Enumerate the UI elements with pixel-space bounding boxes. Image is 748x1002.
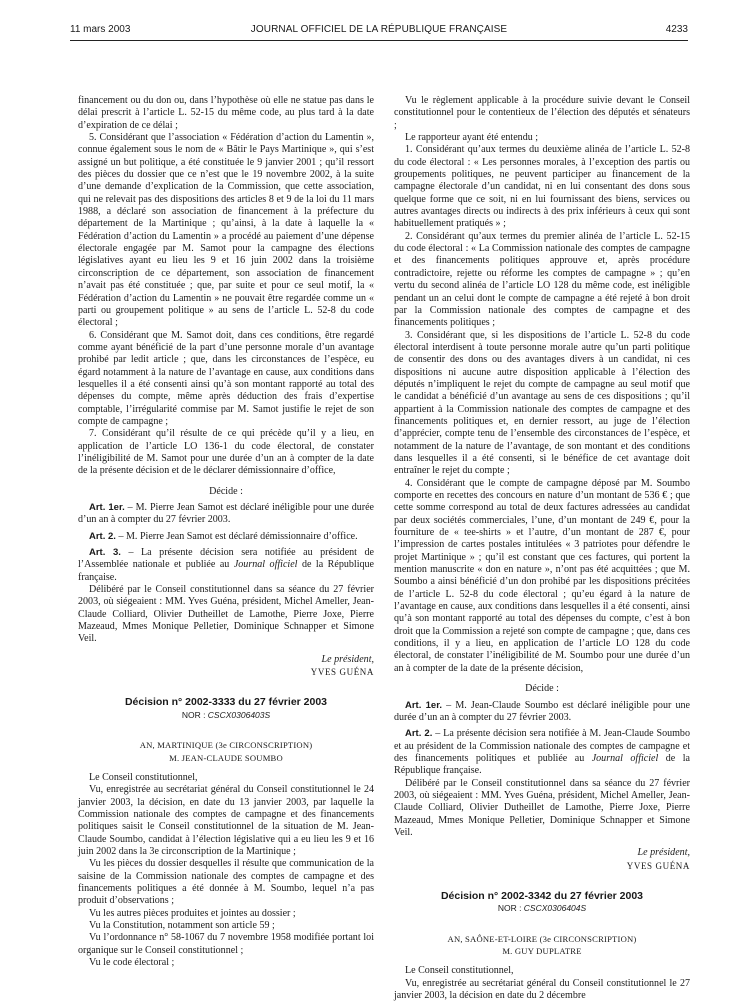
paragraph: financement ou du don ou, dans l’hypothèse où elle ne statue pas dans le délai prescrit à l’article L. 52-15 du même code, au plus tard à la date d’expiration de ce délai ; bbox=[78, 95, 374, 131]
article-1: Art. 1er. – M. Pierre Jean Samot est déclaré inéligible pour une durée d’un an à compter du 27 février 2003. bbox=[78, 502, 375, 526]
visa: Vu le règlement applicable à la procédure suivie devant le Conseil constitutionnel pour le contentieux de l’élection des députés et sénateurs ; bbox=[394, 95, 690, 131]
visa: Vu les autres pièces produites et jointes au dossier ; bbox=[89, 907, 296, 919]
circonscription: AN, SAÔNE-ET-LOIRE (3e CIRCONSCRIPTION) bbox=[447, 933, 637, 944]
article-label: Art. 2. bbox=[405, 728, 433, 740]
considerant-5: 5. Considérant que l’association « Fédération d’action du Lamentin », connue également sous le nom de « Bâtir le Pays Martinique », qui s’est assigné un but politique, a été constituée le 9 janvier 2001 ; qu’il ressort des pièces du dossier que ce n’est que le 19 novembre 2002, à la suite d’une demande d’explication de la Commission, que cette association, qui ne relevait pas des dispositions des articles 8 et 9 de la loi du 11 mars 1988, a déclaré son association de financement à la préfecture du département de la Martinique ; qu’ainsi, à la date à laquelle la « Fédération d’action du Lamentin » a procédé au paiement d’une dépense électorale engagée par M. Samot pour la campagne des élections législatives ayant eu lieu les 9 et 16 juin 2002 dans la troisième circonscription de ce département, son association de financement n’avait pas été constituée ; que, par suite et pour ce seul motif, la « Fédération d’action du Lamentin » ne pouvait être regardée comme un « parti ou groupement politique » au sens de l’article L. 52-8 du code électoral ; bbox=[78, 132, 374, 329]
article-label: Art. 2. bbox=[89, 530, 116, 542]
visa: Vu, enregistrée au secrétariat général du Conseil constitutionnel le 27 janvier 2003, la décision en date du 2 décembre bbox=[394, 977, 690, 1002]
considerant-6: 6. Considérant que M. Samot doit, dans ces conditions, être regardé comme ayant bénéficié de la part d’une personne morale d’un avantage prohibé par ledit article ; que, dans les circonstances de l’espèce, eu égard notamment à la nature de l’avantage en cause, aux conditions dans lesquelles il a été consenti ainsi qu’à son montant rapporté au total des dépenses du compte, même après déduction des frais d’expertise comptable, l’irrégularité commise par M. Samot justifie le rejet de son compte de campagne ; bbox=[78, 329, 374, 427]
article-3: Art. 3. – La présente décision sera notifiée au président de l’Assemblée nationale et publiée au Journal officiel de la République française. bbox=[78, 547, 374, 583]
decide-heading: Décide : bbox=[525, 683, 559, 695]
intro: Le Conseil constitutionnel, bbox=[405, 965, 514, 977]
signature-name: YVES GUÉNA bbox=[310, 667, 374, 678]
nor-reference: NOR : CSCX0306404S bbox=[497, 903, 587, 914]
article-label: Art. 3. bbox=[89, 547, 121, 559]
deliberation: Délibéré par le Conseil constitutionnel dans sa séance du 27 février 2003, où siégeaient : MM. Yves Guéna, président, Michel Ameller, Jean-Claude Colliard, Olivier Dutheillet de Lamothe, Pierre Joxe, Pierre Mazeaud, Mmes Monique Pelletier, Dominique Schnapper et Simone Veil. bbox=[78, 584, 374, 645]
article-2: Art. 2. – La présente décision sera notifiée à M. Jean-Claude Soumbo et au président de la Commission nationale des comptes de campagne et des financements politiques et publiée au Journal officiel de la République française. bbox=[394, 728, 690, 777]
decision-title: Décision n° 2002-3342 du 27 février 2003 bbox=[440, 889, 644, 902]
visa: Le rapporteur ayant été entendu ; bbox=[405, 132, 539, 144]
visa: Vu, enregistrée au secrétariat général du Conseil constitutionnel le 24 janvier 2003, la décision, en date du 13 janvier 2003, par laquelle la Commission nationale des comptes de campagne et des financements politiques saisit le Conseil constitutionnel de la situation de M. Jean-Claude Soumbo, candidat à l’élection législative qui a eu lieu les 9 et 16 juin 2002 dans la 3e circonscription de la Martinique ; bbox=[78, 784, 374, 857]
circonscription: AN, MARTINIQUE (3e CIRCONSCRIPTION) bbox=[139, 740, 313, 751]
considerant-4: 4. Considérant que le compte de campagne déposé par M. Soumbo comporte en recettes des concours en nature d’un montant de 536 € ; que cette somme correspond au total de deux factures adressées au candidat par deux sociétés commerciales, l’une, d’un montant de 249 €, pour la fourniture de « tee-shirts » et l’autre, d’un montant de 287 €, pour l’impression de cartes postales intitulées « 3 patriotes pour défendre le projet Martinique » ; qu’il est constant que ces factures, qui portent la mention manuscrite « don en nature », n’ont pas été acquittées ; que M. Soumbo a ainsi bénéficié d’un don prohibé par les dispositions précitées de l’article L. 52-8 du code électoral ; qu’eu égard à la nature de l’avantage en cause, aux conditions dans lesquelles il a été consenti, ainsi qu’à son montant rapporté au total des dépenses du compte, c’est à bon droit que la Commission a rejeté son compte de campagne ; que, dans ces conditions, il y a lieu, en application de l’article LO 128 du code électoral, de constater l’inéligibilité de M. Soumbo pour une durée d’un an à compter de la date de la présente décision, bbox=[394, 477, 690, 674]
considerant-3: 3. Considérant que, si les dispositions de l’article L. 52-8 du code électoral interdisent à toute personne morale autre qu’un parti politique de consentir des dons ou des avantages divers à un candidat, ni ces dispositions ni aucune autre disposition applicable à l’élection des députés n’impliquent le rejet du compte de campagne au seul motif que le candidat a bénéficié d’un avantage au sens de ces dispositions ; qu’il appartient à la Commission nationale des comptes de campagne et des financements politiques et, en dernier ressort, au juge de l’élection d’apprécier, compte tenu de l’ensemble des circonstances de l’espèce, et notamment de la nature de l’avantage, de son montant et des conditions dans lesquelles il a été consenti, si le bénéfice de cet avantage doit entraîner le rejet du compte ; bbox=[394, 329, 690, 477]
signature-role: Le président, bbox=[637, 847, 690, 859]
page-header bbox=[70, 24, 688, 38]
article-1: Art. 1er. – M. Jean-Claude Soumbo est déclaré inéligible pour une durée d’un an à compter du 27 février 2003. bbox=[394, 699, 690, 723]
considerant-7: 7. Considérant qu’il résulte de ce qui précède qu’il y a lieu, en application de l’article LO 136-1 du code électoral, de constater l’inéligibilité de M. Samot pour une durée d’un an à compter de la date de la présente décision et de le déclarer démissionnaire d’office, bbox=[78, 428, 374, 477]
header-rule bbox=[70, 40, 688, 41]
visa: Vu les pièces du dossier desquelles il résulte que communication de la saisine de la Commission nationale des comptes de campagne et des financements politiques a été donnée à M. Soumbo, lequel n’a pas produit d’observations ; bbox=[78, 858, 374, 907]
visa: Vu le code électoral ; bbox=[89, 957, 175, 968]
signature-name: YVES GUÉNA bbox=[626, 860, 690, 871]
nor-reference: NOR : CSCX0306403S bbox=[181, 709, 271, 720]
header-date: 11 mars 2003 bbox=[70, 24, 131, 35]
considerant-2: 2. Considérant qu’aux termes du premier alinéa de l’article L. 52-15 du code électoral : « La Commission nationale des comptes de campagne et des financements politiques approuve et, après procédure contradictoire, rejette ou réforme les comptes de campagne » ; qu’en vertu du second alinéa de l’article LO 128 du même code, est inéligible pendant un an celui dont le compte de campagne a été rejeté à bon droit par la Commission nationale des comptes de campagne et des financements politiques ; bbox=[394, 230, 690, 329]
deliberation: Délibéré par le Conseil constitutionnel dans sa séance du 27 février 2003, où siégeaient : MM. Yves Guéna, président, Michel Ameller, Jean-Claude Colliard, Olivier Dutheillet de Lamothe, Pierre Joxe, Pierre Mazeaud, Mmes Monique Pelletier, Dominique Schnapper et Simone Veil. bbox=[394, 777, 690, 838]
intro: Le Conseil constitutionnel, bbox=[89, 771, 198, 783]
article-2: Art. 2. – M. Pierre Jean Samot est déclaré démissionnaire d’office. bbox=[89, 530, 358, 542]
candidate-name: M. JEAN-CLAUDE SOUMBO bbox=[169, 752, 283, 763]
article-label: Art. 1er. bbox=[405, 699, 443, 711]
journal-title: JOURNAL OFFICIEL DE LA RÉPUBLIQUE FRANÇAISE bbox=[250, 24, 508, 35]
left-column bbox=[78, 95, 374, 969]
right-column bbox=[394, 95, 690, 1002]
candidate-name: M. GUY DUPLATRE bbox=[502, 946, 582, 956]
page-number: 4233 bbox=[665, 24, 688, 35]
visa: Vu l’ordonnance n° 58-1067 du 7 novembre 1958 modifiée portant loi organique sur le Conseil constitutionnel ; bbox=[78, 932, 374, 956]
article-label: Art. 1er. bbox=[89, 502, 125, 513]
considerant-1: 1. Considérant qu’aux termes du deuxième alinéa de l’article L. 52-8 du code électoral : « Les personnes morales, à l’exception des partis ou groupements politiques, ne peuvent participer au financement de la campagne électorale d’un candidat, ni en lui consentant des dons sous quelque forme que ce soit, ni en lui fournissant des biens, services ou autres avantages directs ou indirects à des prix inférieurs à ceux qui sont habituellement pratiqués » ; bbox=[394, 144, 690, 230]
visa: Vu la Constitution, notamment son article 59 ; bbox=[89, 919, 275, 931]
decide-heading: Décide : bbox=[209, 485, 243, 497]
decision-title: Décision n° 2002-3333 du 27 février 2003 bbox=[124, 696, 328, 709]
signature-role: Le président, bbox=[321, 653, 374, 665]
